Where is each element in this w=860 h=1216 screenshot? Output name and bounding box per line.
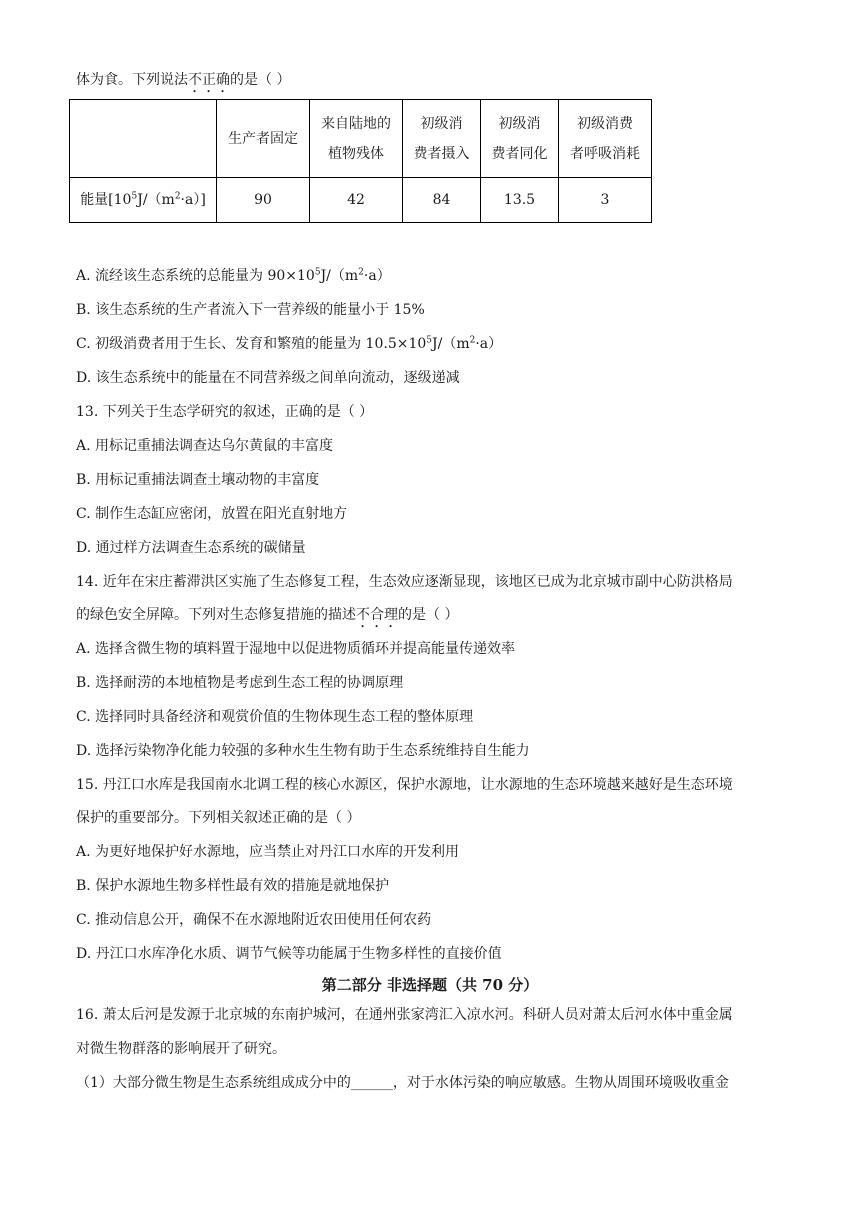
row-label <box>70 178 217 223</box>
q12-intro <box>76 70 790 96</box>
q14-option-a: A. 选择含微生物的填料置于湿地中以促进物质循环并提高能量传递效率 <box>76 641 516 657</box>
table-cell: 42 <box>310 178 403 223</box>
q14-option-b: B. 选择耐涝的本地植物是考虑到生态工程的协调原理 <box>76 675 404 691</box>
q16-stem-line1: 16. 萧太后河是发源于北京城的东南护城河，在通州张家湾汇入凉水河。科研人员对萧太后河水体中重金属 <box>76 1007 733 1023</box>
table-header-cell <box>310 100 403 178</box>
header-resp-line1: 初级消费 <box>577 115 633 132</box>
table-header-cell <box>217 100 310 178</box>
q12-option-a <box>76 266 790 286</box>
table-header-cell <box>481 100 559 178</box>
table-header-cell <box>403 100 481 178</box>
q14-option-c: C. 选择同时具备经济和观赏价值的生物体现生态工程的整体原理 <box>76 709 474 725</box>
q15-option-b: B. 保护水源地生物多样性最有效的措施是就地保护 <box>76 878 390 894</box>
row-label-unit: J/（m <box>137 192 175 208</box>
q14-option-d: D. 选择污染物净化能力较强的多种水生生物有助于生态系统维持自生能力 <box>76 743 530 759</box>
q13-stem: 13. 下列关于生态学研究的叙述，正确的是（ ） <box>76 404 374 420</box>
q12-a-sup2: 2 <box>358 267 364 278</box>
q16-stem-line2: 对微生物群落的影响展开了研究。 <box>76 1041 286 1057</box>
q14-stem-line2 <box>76 605 790 631</box>
header-land-line2: 植物残体 <box>328 145 384 162</box>
header-intake-line2: 费者摄入 <box>413 145 470 162</box>
row-label-tail: ·a）] <box>180 192 206 208</box>
q12-c-tail: ·a） <box>475 336 503 352</box>
table-row <box>70 178 652 223</box>
q12-a-text: A. 流经该生态系统的总能量为 90×10 <box>76 268 315 284</box>
q15-option-a: A. 为更好地保护好水源地，应当禁止对丹江口水库的开发利用 <box>76 844 460 860</box>
header-resp-line2: 者呼吸消耗 <box>570 145 640 162</box>
table-cell: 84 <box>403 178 481 223</box>
q12-option-c <box>76 334 790 354</box>
q13-option-b: B. 用标记重捕法调查土壤动物的丰富度 <box>76 472 320 488</box>
q14-stem-tail: 的是（ ） <box>398 607 459 623</box>
header-assim-line2: 费者同化 <box>491 145 548 162</box>
q12-option-b: B. 该生态系统的生产者流入下一营养级的能量小于 15% <box>76 302 425 318</box>
header-producer: 生产者固定 <box>228 130 298 147</box>
q12-intro-tail: 的是（ ） <box>230 72 291 88</box>
table-cell: 90 <box>217 178 310 223</box>
q12-a-unit: J/（m <box>320 268 359 284</box>
q12-a-sup: 5 <box>314 267 321 278</box>
q12-c-unit: J/（m <box>432 336 470 352</box>
q15-option-c: C. 推动信息公开，确保不在水源地附近农田使用任何农药 <box>76 912 432 928</box>
table-cell: 3 <box>559 178 652 223</box>
header-land-line1: 来自陆地的 <box>321 115 391 132</box>
row-label-text: 能量[10 <box>80 192 132 208</box>
section-title: 第二部分 非选择题（共 70 分） <box>321 976 539 994</box>
header-assim-line1: 初级消 <box>498 115 541 132</box>
table-cell: 13.5 <box>481 178 559 223</box>
q14-emphasis: 不合理 <box>356 607 398 623</box>
header-intake-line1: 初级消 <box>420 115 463 132</box>
q12-a-tail: ·a） <box>363 268 391 284</box>
q15-stem-line1: 15. 丹江口水库是我国南水北调工程的核心水源区，保护水源地，让水源地的生态环境越来越好是生态环境 <box>76 777 733 793</box>
table-header-row <box>70 100 652 178</box>
table-header-cell <box>559 100 652 178</box>
q12-emphasis: 不正确 <box>188 72 230 88</box>
table-header-cell <box>70 100 217 178</box>
q12-c-sup2: 2 <box>469 335 476 346</box>
q15-option-d: D. 丹江口水库净化水质、调节气候等功能属于生物多样性的直接价值 <box>76 946 502 962</box>
row-label-sup: 5 <box>131 191 138 202</box>
q13-option-a: A. 用标记重捕法调查达乌尔黄鼠的丰富度 <box>76 438 334 454</box>
energy-table <box>69 99 652 223</box>
q12-c-text: C. 初级消费者用于生长、发育和繁殖的能量为 10.5×10 <box>76 336 427 352</box>
q12-c-sup: 5 <box>426 335 433 346</box>
q12-intro-text: 体为食。下列说法 <box>76 72 188 88</box>
q14-stem-line1: 14. 近年在宋庄蓄滞洪区实施了生态修复工程，生态效应逐渐显现，该地区已成为北京城市副中心防洪格局 <box>76 574 733 590</box>
q13-option-c: C. 制作生态缸应密闭，放置在阳光直射地方 <box>76 506 348 522</box>
q12-option-d: D. 该生态系统中的能量在不同营养级之间单向流动，逐级递减 <box>76 370 460 386</box>
q16-subquestion-1: （1）大部分微生物是生态系统组成成分中的______，对于水体污染的响应敏感。生物从周围环境吸收重金 <box>76 1075 729 1091</box>
q13-option-d: D. 通过样方法调查生态系统的碳储量 <box>76 540 306 556</box>
row-label-sup2: 2 <box>174 191 181 202</box>
q14-stem-text: 的绿色安全屏障。下列对生态修复措施的描述 <box>76 607 356 623</box>
q15-stem-line2: 保护的重要部分。下列相关叙述正确的是（ ） <box>76 810 361 826</box>
